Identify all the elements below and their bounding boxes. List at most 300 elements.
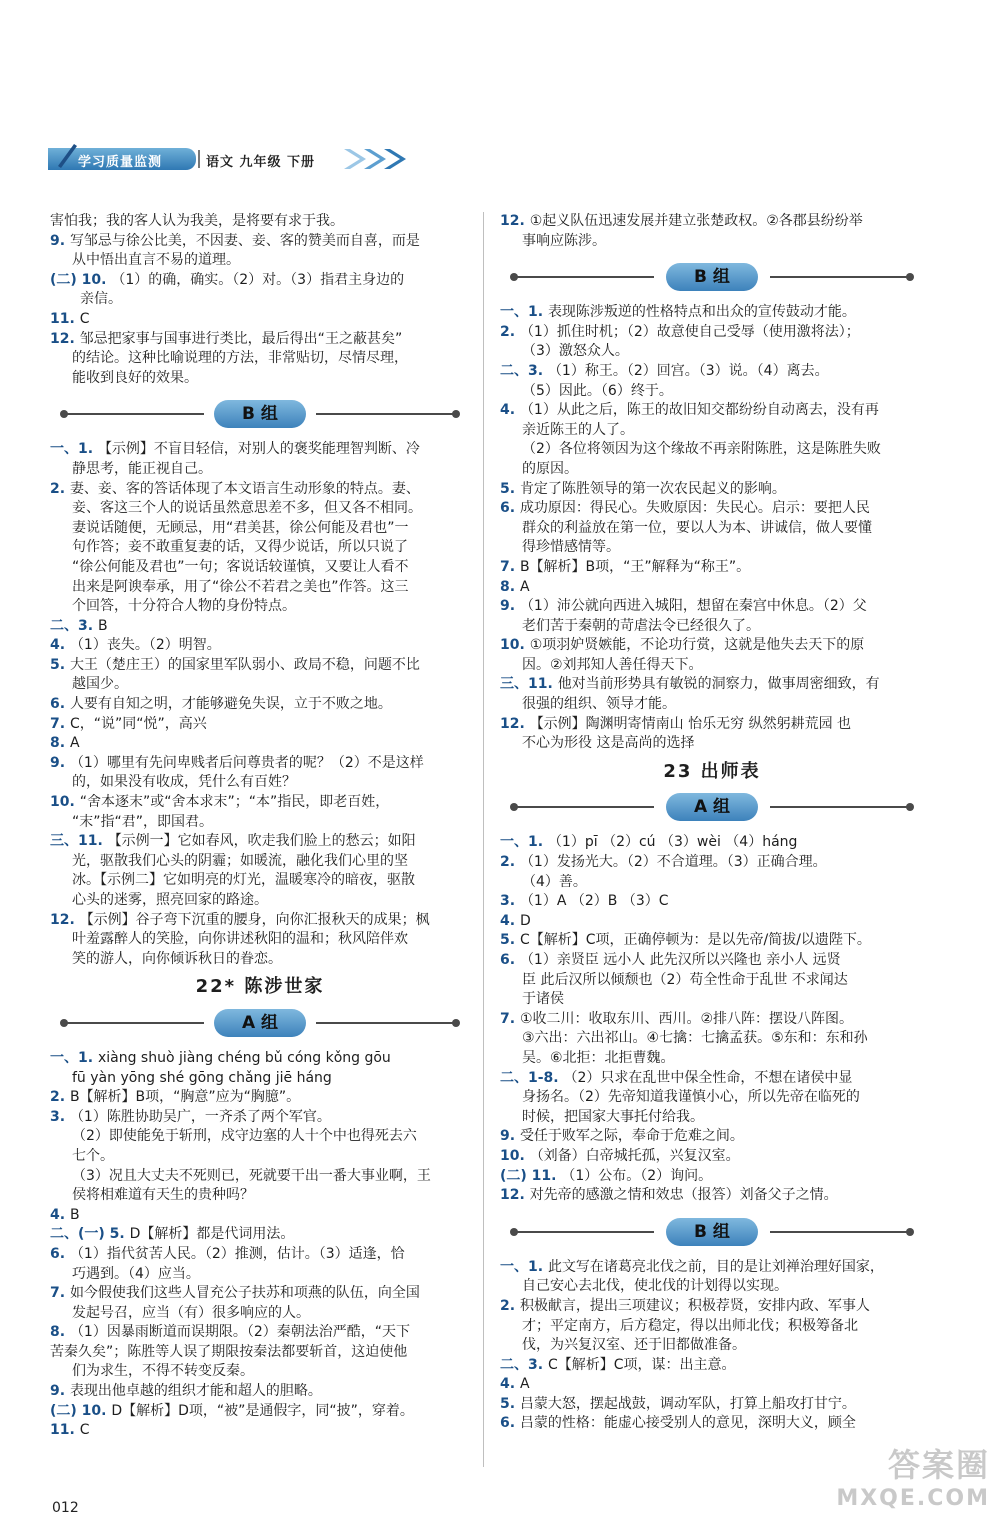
answer-text: 的，如果没有收成，凭什么有百姓？: [72, 774, 296, 791]
answer-line: [500, 1258, 924, 1278]
answer-text: （2）只求在乱世中保全性命，不想在诸侯中显: [563, 1069, 853, 1086]
answer-number: 3.: [500, 893, 520, 910]
answer-text: 群众的利益放在第一位，要以人为本、讲诚信，做人要懂: [522, 519, 872, 536]
answer-line: [500, 656, 924, 676]
answer-line: [50, 950, 470, 970]
group-a-header: [50, 1003, 470, 1043]
answer-line: [500, 519, 924, 539]
answer-line: [500, 675, 924, 695]
answer-line: [50, 290, 470, 310]
answer-number: 4.: [500, 1376, 520, 1393]
answer-number: 二、3.: [500, 362, 548, 379]
answer-line: [500, 597, 924, 617]
answer-text: （1）哪里有先问卑贱者后问尊贵者的呢？（2）不是这样: [69, 754, 424, 771]
answer-line: [500, 232, 924, 252]
answer-line: [500, 578, 924, 598]
brand-title: 学习质量监测: [78, 155, 163, 170]
answer-text: （3）况且大丈夫不死则已，死就要干出一番大事业啊，王: [72, 1167, 431, 1184]
answer-text: 越国少。: [72, 676, 128, 693]
answer-number: 3.: [50, 1108, 70, 1125]
answer-text: 的结论。这种比喻说理的方法，非常贴切，尽情尽理，: [72, 350, 408, 367]
answer-text: 亲近陈王的人了。: [522, 421, 634, 438]
answer-text: （刘备）白帝城托孤，兴复汉室。: [529, 1147, 740, 1164]
answer-line: [50, 212, 470, 232]
answer-line: [500, 1186, 924, 1206]
answer-line: [50, 1049, 470, 1069]
answer-number: 6.: [500, 952, 520, 968]
answer-text: 身扬名。（2）先帝知道我谨慎小心，所以先帝在临死的: [522, 1089, 860, 1106]
answer-line: [500, 1108, 924, 1128]
answer-line: [500, 1127, 924, 1147]
answer-text: B【解析】B项，“王”解释为“称王”。: [519, 558, 751, 575]
answer-line: [50, 734, 470, 754]
page-header: [48, 138, 408, 174]
answer-number: 5.: [500, 932, 520, 949]
answer-number: 7.: [500, 1010, 520, 1027]
answer-text: C: [79, 310, 90, 327]
answer-text: C【解析】C项，谋：出主意。: [547, 1356, 736, 1373]
answer-text: 亲信。: [80, 291, 122, 308]
answer-text: （1）陈胜协助吴广，一齐杀了两个军官。: [69, 1108, 331, 1125]
answer-number: 10.: [500, 637, 530, 654]
answer-text: 们为求生，不得不转变反秦。: [72, 1363, 254, 1380]
group-b-answers-right: [500, 303, 924, 754]
answer-text: 很强的组织、领导才能。: [522, 696, 676, 713]
answer-text: 句作答；妾不敢重复妻的话，又得少说话，所以只说了: [72, 539, 408, 556]
answer-line: [50, 813, 470, 833]
answer-text: 大王（楚庄王）的国家里军队弱小、政局不稳，问题不比: [69, 656, 420, 673]
answer-text: ①收二川：收取东川、西川。②排八阵：摆设八阵图。: [519, 1010, 854, 1027]
answer-line: [50, 578, 470, 598]
answer-text: B: [69, 1206, 80, 1223]
answer-line: [500, 1029, 924, 1049]
answer-text: 心头的迷雾，照亮回家的路途。: [72, 892, 268, 908]
answer-line: [500, 1088, 924, 1108]
answer-text: 时候，把国家大事托付给我。: [522, 1108, 704, 1125]
answer-number: 8.: [50, 1324, 70, 1341]
answer-line: [50, 1088, 470, 1108]
answer-text: 巧遇到。（4）应当。: [72, 1265, 200, 1282]
answer-number: (二) 11.: [500, 1167, 562, 1184]
answer-line: [500, 382, 924, 402]
answer-text: 表现出他卓越的组织才能和超人的胆略。: [69, 1383, 322, 1400]
answer-line: [500, 1167, 924, 1187]
answer-number: 6.: [50, 696, 70, 713]
answer-text: C，“说”同“悦”，高兴: [69, 715, 207, 732]
answer-line: [500, 1297, 924, 1317]
group-b-label: B 组: [214, 400, 306, 428]
answer-text: 七个。: [72, 1147, 114, 1164]
answer-number: 11.: [50, 310, 80, 327]
answer-line: [50, 597, 470, 617]
answer-number: 5.: [500, 1395, 520, 1412]
answer-text: D: [519, 912, 531, 929]
answer-text: fū yàn yōng shé gōng chǎng jiē háng: [72, 1069, 332, 1086]
answer-line: [500, 1147, 924, 1167]
answer-number: (二) 10.: [50, 271, 112, 288]
answer-line: [50, 656, 470, 676]
answer-line: [500, 990, 924, 1010]
answer-text: （1）A （2）B （3）C: [519, 893, 669, 910]
answer-text: 笑的游人，向你倾诉秋日的眷恋。: [72, 950, 282, 967]
answer-text: 对先帝的感激之情和效忠（报答）刘备父子之情。: [529, 1187, 838, 1204]
watermark: [836, 1440, 990, 1511]
answer-number: 9.: [500, 1128, 520, 1145]
answer-line: [50, 251, 470, 271]
answer-line: [500, 558, 924, 578]
answer-text: 妻说话随便，无顾忌，用“君美甚，徐公何能及君也”一: [72, 519, 409, 536]
answer-line: [500, 538, 924, 558]
answer-text: 冰。【示例二】它如明亮的灯光，温暖寒冷的暗夜，驱散: [72, 872, 415, 889]
left-column: [50, 212, 470, 1441]
answer-text: 叶羞露醉人的笑脸，向你讲述秋阳的温和；秋风陪伴欢: [72, 931, 408, 948]
answer-line: [500, 617, 924, 637]
answer-line: [50, 271, 470, 291]
answer-line: [50, 1362, 470, 1382]
answer-text: 光，驱散我们心头的阴霾；如暖流，融化我们心里的坚: [72, 852, 408, 869]
group-b-label-23: B 组: [666, 1218, 758, 1246]
answer-text: 静思考，能正视自己。: [72, 460, 212, 477]
answer-text: A: [69, 735, 80, 752]
answer-number: 2.: [50, 1089, 70, 1106]
answer-text: （1）亲贤臣 远小人 此先汉所以兴隆也 亲小人 远贤: [519, 952, 841, 968]
answer-line: [50, 1127, 470, 1147]
answer-text: （1）从此之后，陈王的故旧知交都纷纷自动离去，没有再: [519, 402, 879, 419]
answer-text: C: [79, 1422, 90, 1439]
answer-line: [50, 310, 470, 330]
answer-text: 【示例】谷子弯下沉重的腰身，向你汇报秋天的成果；枫: [79, 911, 430, 928]
answer-text: （1）公布。（2）询问。: [561, 1167, 713, 1184]
answer-number: 7.: [500, 558, 520, 575]
answer-text: 发起号召，应当（有）很多响应的人。: [72, 1304, 310, 1321]
answer-text: 个回答，十分符合人物的身份特点。: [72, 598, 296, 615]
answer-text: 侯将相难道有天生的贵种吗？: [72, 1187, 254, 1204]
answer-text: 能收到良好的效果。: [72, 369, 198, 386]
answer-line: [500, 1317, 924, 1337]
answer-line: [50, 1206, 470, 1226]
answer-line: [500, 833, 924, 853]
answer-text: 他对当前形势具有敏锐的洞察力，做事周密细致，有: [557, 676, 880, 693]
answer-text: 事响应陈涉。: [522, 232, 606, 249]
answer-number: 三、11.: [50, 833, 108, 850]
lesson-23-group-b-answers: [500, 1258, 924, 1434]
answer-text: 表现陈涉叛逆的性格特点和出众的宣传鼓动才能。: [547, 304, 856, 321]
watermark-en: MXQE.COM: [836, 1486, 990, 1511]
answer-text: 此文写在诸葛亮北伐之前，目的是让刘禅治理好国家，: [547, 1258, 884, 1275]
answer-text: 于诸侯: [522, 991, 564, 1008]
answer-line: [50, 852, 470, 872]
answer-number: 5.: [500, 480, 520, 497]
answer-line: [50, 754, 470, 774]
answer-line: [50, 930, 470, 950]
answer-number: 2.: [500, 323, 520, 340]
answer-text: 不心为形役 这是高尚的选择: [522, 735, 695, 752]
answer-line: [500, 873, 924, 893]
answer-text: “舍本逐末”或“舍本求末”；“本”指民，即老百姓，: [79, 794, 390, 811]
answer-text: （1）因暴雨断道而误期限。（2）秦朝法治严酷，“天下: [69, 1324, 411, 1341]
answer-number: 9.: [50, 232, 70, 249]
answer-line: [50, 349, 470, 369]
answer-text: 成功原因：得民心。失败原因：失民心。启示：要把人民: [519, 500, 870, 517]
answer-line: [500, 1375, 924, 1395]
answer-text: （1）丧失。（2）明智。: [69, 637, 221, 654]
answer-line: [50, 911, 470, 931]
answer-text: “徐公何能及君也”一句；客说话较谨慎，又要让人看不: [72, 558, 409, 575]
answer-text: 受任于败军之际，奉命于危难之间。: [519, 1128, 744, 1145]
lesson-23-title: 23 出师表: [663, 760, 761, 782]
answer-text: 因。②刘邦知人善任得天下。: [522, 656, 703, 673]
answer-number: 9.: [500, 598, 520, 615]
lesson-22-group-a-answers: [50, 1049, 470, 1441]
answer-number: 10.: [500, 1147, 530, 1164]
answer-text: 肯定了陈胜领导的第一次农民起义的影响。: [519, 480, 786, 497]
answer-line: [50, 1402, 470, 1422]
subject-info: 语文 九年级 下册: [206, 155, 316, 170]
answer-text: （1）抓住时机；（2）故意使自己受辱（使用激将法）；: [519, 323, 860, 340]
answer-number: 6.: [50, 1245, 70, 1262]
answer-number: 二、3.: [500, 1356, 548, 1373]
answer-number: 7.: [50, 715, 70, 732]
answer-line: [500, 342, 924, 362]
answer-number: 12.: [50, 330, 80, 347]
answer-line: [50, 1147, 470, 1167]
answer-number: 10.: [50, 794, 80, 811]
answer-number: 一、1.: [500, 834, 548, 851]
answer-line: [50, 1323, 470, 1343]
answer-line: [500, 421, 924, 441]
answer-number: 12.: [500, 715, 530, 732]
answer-line: [500, 1049, 924, 1069]
answer-number: 一、1.: [500, 304, 548, 321]
answer-line: [500, 892, 924, 912]
answer-line: [50, 891, 470, 911]
header-separator: [198, 150, 200, 168]
answer-line: [50, 636, 470, 656]
answer-line: [50, 1108, 470, 1128]
answer-number: 8.: [500, 578, 520, 595]
group-a-label-23: A 组: [666, 793, 758, 821]
answer-text: （1）发扬光大。（2）不合道理。（3）正确合理。: [519, 854, 827, 871]
double-chevron-icon: [340, 146, 410, 172]
lesson-22-title: 22* 陈涉世家: [195, 976, 325, 998]
answer-text: （1）pī （2）cú （3）wèi （4）háng: [547, 834, 798, 851]
answer-line: [500, 1414, 924, 1434]
group-b-header-right: [500, 257, 924, 297]
answer-line: [500, 971, 924, 991]
answer-line: [500, 1277, 924, 1297]
answer-line: [50, 1186, 470, 1206]
answer-text: 邹忌把家事与国事进行类比，最后得出“王之蔽甚矣”: [79, 330, 403, 347]
answers-continued: [50, 212, 470, 388]
answer-text: 臣 此后汉所以倾颓也（2）苟全性命于乱世 不求闻达: [522, 971, 848, 988]
answer-number: 6.: [500, 500, 520, 517]
group-a-label: A 组: [214, 1009, 306, 1037]
answer-line: [50, 499, 470, 519]
answer-number: 三、11.: [500, 676, 558, 693]
answer-text: 【示例】陶渊明寄情南山 怡乐无穷 纵然躬耕荒园 也: [529, 715, 852, 732]
answer-text: （1）的确，确实。（2）对。（3）指君主身边的: [111, 271, 405, 288]
answer-text: C【解析】C项，正确停顿为：是以先帝/简拔/以遗陛下。: [519, 932, 871, 949]
answer-line: [500, 460, 924, 480]
answer-text: 【示例一】它如春风，吹走我们脸上的愁云；如阳: [107, 833, 416, 850]
answer-line: [50, 369, 470, 389]
answer-text: A: [519, 578, 530, 595]
answer-line: [50, 773, 470, 793]
answer-line: [50, 1343, 470, 1363]
answer-text: A: [519, 1376, 530, 1393]
answer-text: 写邹忌与徐公比美，不因妻、妾、客的赞美而自喜，而是: [69, 232, 420, 249]
answer-line: [50, 1304, 470, 1324]
answer-text: xiàng shuò jiàng chéng bǔ cóng kǒng gōu: [97, 1049, 391, 1066]
answer-number: 一、1.: [50, 1049, 98, 1066]
answer-line: [500, 1069, 924, 1089]
answer-number: 9.: [50, 1383, 70, 1400]
answer-line: [50, 558, 470, 578]
answer-line: [500, 1336, 924, 1356]
answer-text: （3）激怒众人。: [522, 343, 629, 360]
answers-continued-right: [500, 212, 924, 251]
answer-text: （5）因此。（6）终于。: [522, 382, 673, 399]
answer-text: （1）沛公就向西进入城阳，想留在秦宫中休息。（2）父: [519, 598, 867, 615]
group-b-header: [50, 394, 470, 434]
answer-line: [50, 1421, 470, 1441]
answer-number: 2.: [500, 1297, 520, 1314]
group-b-header-23: [500, 1212, 924, 1252]
answer-text: 吕蒙大怒，摆起战鼓，调动军队，打算上船攻打甘宁。: [519, 1395, 856, 1412]
answer-line: [500, 480, 924, 500]
answer-line: [500, 401, 924, 421]
answer-line: [50, 1069, 470, 1089]
answer-text: （1）称王。（2）回宫。（3）说。（4）离去。: [547, 362, 829, 379]
answer-number: (二) 10.: [50, 1402, 112, 1419]
pen-icon: [54, 140, 80, 170]
answer-text: （2）各位将领因为这个缘故不再亲附陈胜，这是陈胜失败: [522, 441, 881, 458]
answer-line: [50, 519, 470, 539]
answer-line: [500, 1395, 924, 1415]
answer-line: [50, 440, 470, 460]
group-a-header-23: [500, 787, 924, 827]
answer-line: [500, 303, 924, 323]
answer-text: 吴。⑥北拒：北拒曹魏。: [522, 1049, 675, 1066]
answer-line: [500, 853, 924, 873]
answer-text: 老们苦于秦朝的苛虐法令已经很久了。: [522, 617, 760, 634]
answer-number: 12.: [500, 213, 530, 229]
answer-text: （4）善。: [522, 873, 587, 890]
answer-line: [50, 617, 470, 637]
answer-line: [500, 1356, 924, 1376]
answer-text: 苦秦久矣”；陈胜等人误了期限按秦法都要斩首，这迫使他: [50, 1343, 408, 1360]
answer-text: B: [97, 617, 108, 634]
answer-number: 一、1.: [500, 1258, 548, 1275]
answer-number: 4.: [50, 637, 70, 654]
answer-number: 7.: [50, 1285, 70, 1302]
answer-text: 伐，为兴复汉室、还于旧都做准备。: [522, 1337, 746, 1354]
answer-number: 2.: [500, 854, 520, 871]
answer-line: [50, 1225, 470, 1245]
answer-text: D【解析】都是代词用法。: [129, 1226, 295, 1243]
answer-text: 妻、妾、客的答话体现了本文语言生动形象的特点。妻、: [69, 480, 420, 497]
answer-line: [50, 1265, 470, 1285]
lesson-23-group-a-answers: [500, 833, 924, 1205]
answer-number: 4.: [500, 912, 520, 929]
answer-line: [500, 695, 924, 715]
answer-line: [500, 951, 924, 971]
answer-number: 一、1.: [50, 441, 98, 458]
answer-line: [50, 871, 470, 891]
answer-text: 才；平定南方，后方稳定，得以出师北伐；积极筹备北: [522, 1317, 858, 1334]
answer-line: [500, 715, 924, 735]
answer-text: 得珍惜感情等。: [522, 539, 620, 556]
answer-text: ③六出：六出祁山。④七擒：七擒孟获。⑤东和：东和孙: [522, 1030, 868, 1047]
answer-line: [500, 636, 924, 656]
answer-line: [50, 1382, 470, 1402]
answer-text: “末”指“君”，即国君。: [72, 813, 214, 830]
answer-number: 9.: [50, 754, 70, 771]
answer-line: [50, 675, 470, 695]
answer-number: 5.: [50, 656, 70, 673]
answer-line: [50, 1245, 470, 1265]
answer-line: [50, 330, 470, 350]
group-b-answers: [50, 440, 470, 969]
answer-line: [500, 323, 924, 343]
answer-text: 人要有自知之明，才能够避免失误，立于不败之地。: [69, 696, 392, 713]
answer-text: B【解析】B项，“胸意”应为“胸臆”。: [69, 1089, 301, 1106]
answer-number: 6.: [500, 1415, 520, 1432]
answer-line: [500, 912, 924, 932]
answer-text: 积极献言，提出三项建议；积极荐贤，安排内政、军事人: [519, 1297, 870, 1314]
answer-line: [500, 212, 924, 232]
group-b-label-right: B 组: [666, 263, 758, 291]
answer-line: [50, 695, 470, 715]
answer-line: [50, 538, 470, 558]
answer-number: 4.: [50, 1206, 70, 1223]
answer-line: [500, 499, 924, 519]
answer-text: D【解析】D项，“被”是通假字，同“披”，穿着。: [111, 1402, 414, 1419]
answer-text: ①起义队伍迅速发展并建立张楚政权。②各郡县纷纷举: [529, 213, 863, 229]
right-column: [500, 212, 924, 1434]
answer-number: 2.: [50, 480, 70, 497]
watermark-cn: 答案圈: [887, 1446, 990, 1484]
answer-text: 吕蒙的性格：能虚心接受别人的意见，深明大义，顾全: [519, 1415, 856, 1432]
answer-number: 4.: [500, 402, 520, 419]
answer-number: 12.: [500, 1187, 530, 1204]
answer-line: [50, 1284, 470, 1304]
answer-text: 如今假使我们这些人冒充公子扶苏和项燕的队伍，向全国: [69, 1285, 420, 1302]
answer-number: 二、(一) 5.: [50, 1226, 130, 1243]
answer-text: （1）指代贫苦人民。（2）推测，估计。（3）适逢，恰: [69, 1245, 405, 1262]
column-divider: [483, 212, 484, 1467]
answer-text: （2）即使能免于斩刑，戍守边塞的人十个中也得死去六: [72, 1128, 417, 1145]
answer-number: 二、3.: [50, 617, 98, 634]
answer-line: [500, 1010, 924, 1030]
answer-number: 11.: [50, 1422, 80, 1439]
answer-line: [50, 715, 470, 735]
answer-line: [500, 440, 924, 460]
answer-number: 二、1-8.: [500, 1069, 564, 1086]
answer-text: 从中悟出直言不易的道理。: [72, 252, 240, 269]
answer-number: 8.: [50, 735, 70, 752]
answer-line: [500, 362, 924, 382]
answer-text: ①项羽妒贤嫉能，不论功行赏，这就是他失去天下的原: [529, 637, 865, 654]
answer-line: [500, 931, 924, 951]
answer-text: 出来是阿谀奉承，用了“徐公不若君之美也”作答。这三: [72, 578, 409, 595]
answer-line: [50, 1167, 470, 1187]
answer-line: [50, 232, 470, 252]
answer-line: [50, 832, 470, 852]
answer-text: 自己安心去北伐，使北伐的计划得以实现。: [522, 1278, 788, 1295]
answer-text: 的原因。: [522, 460, 578, 477]
answer-number: 12.: [50, 911, 80, 928]
